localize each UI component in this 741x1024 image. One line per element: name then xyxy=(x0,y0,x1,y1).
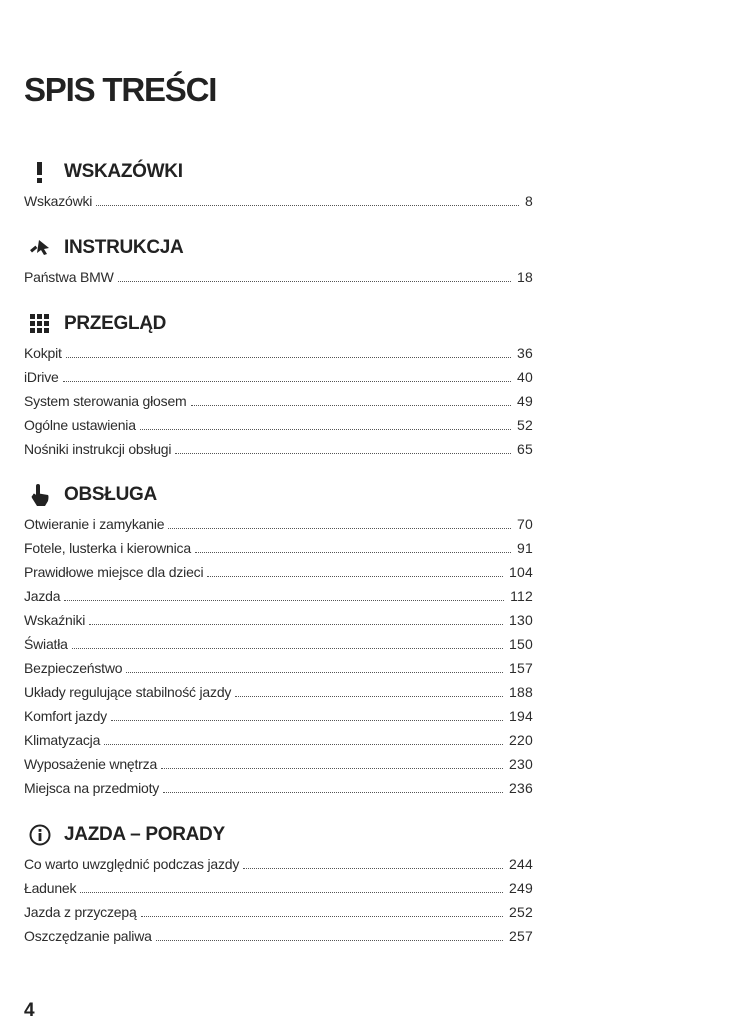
toc-entry[interactable] xyxy=(24,749,533,773)
toc-entry-label: Państwa BMW xyxy=(24,269,114,285)
toc-entry[interactable] xyxy=(24,897,533,921)
toc-entry-label: Oszczędzanie paliwa xyxy=(24,928,152,944)
toc-section-jazda-porady xyxy=(24,821,533,945)
toc-entry[interactable] xyxy=(24,921,533,945)
toc-entry-label: Komfort jazdy xyxy=(24,708,107,724)
dot-leader xyxy=(161,767,503,769)
dot-leader xyxy=(126,671,503,673)
dot-leader xyxy=(96,204,519,206)
toc-entry-label: Co warto uwzględnić podczas jazdy xyxy=(24,856,240,872)
toc-entry[interactable] xyxy=(24,557,533,581)
dot-leader xyxy=(175,452,511,454)
toc-entry-label: Fotele, lusterka i kierownica xyxy=(24,540,191,556)
toc-entry-label: Jazda z przyczepą xyxy=(24,904,137,920)
exclamation-icon xyxy=(27,160,53,184)
toc-entry-page: 52 xyxy=(517,417,533,433)
toc-entry[interactable] xyxy=(24,386,533,410)
toc-entry[interactable] xyxy=(24,186,533,210)
toc-entry-label: Wyposażenie wnętrza xyxy=(24,756,158,772)
toc-entry-page: 157 xyxy=(509,660,533,676)
dot-leader xyxy=(104,743,503,745)
toc-entry-page: 236 xyxy=(509,780,533,796)
toc-entry-page: 252 xyxy=(509,904,533,920)
page-number: 4 xyxy=(24,1000,35,1021)
section-header xyxy=(24,158,533,186)
toc-entry-page: 91 xyxy=(517,540,533,556)
dot-leader xyxy=(111,719,503,721)
toc-entry[interactable] xyxy=(24,338,533,362)
dot-leader xyxy=(64,599,504,601)
toc-entry-page: 194 xyxy=(509,708,533,724)
grid-icon xyxy=(27,312,53,336)
dot-leader xyxy=(80,891,503,893)
dot-leader xyxy=(66,356,511,358)
toc-entry-label: Nośniki instrukcji obsługi xyxy=(24,441,172,457)
toc-entry[interactable] xyxy=(24,581,533,605)
toc-entry-page: 8 xyxy=(525,193,533,209)
section-header xyxy=(24,234,533,262)
toc-entry[interactable] xyxy=(24,509,533,533)
toc-entry-label: Wskaźniki xyxy=(24,612,86,628)
page-title: SPIS TREŚCI xyxy=(24,71,217,108)
toc-entry-label: System sterowania głosem xyxy=(24,393,187,409)
dot-leader xyxy=(207,575,503,577)
toc-entry-page: 18 xyxy=(517,269,533,285)
toc-entry-page: 257 xyxy=(509,928,533,944)
dot-leader xyxy=(63,380,511,382)
toc-entry-label: iDrive xyxy=(24,369,59,385)
dot-leader xyxy=(89,623,503,625)
toc-entry[interactable] xyxy=(24,653,533,677)
toc-entry[interactable] xyxy=(24,629,533,653)
toc-entry[interactable] xyxy=(24,362,533,386)
toc-entry-page: 150 xyxy=(509,636,533,652)
toc-entry[interactable] xyxy=(24,262,533,286)
toc-entry-page: 112 xyxy=(510,588,533,604)
toc-entry-label: Światła xyxy=(24,636,68,652)
dot-leader xyxy=(163,791,503,793)
dot-leader xyxy=(235,695,503,697)
toc-entry-page: 244 xyxy=(509,856,533,872)
dot-leader xyxy=(118,280,511,282)
toc-entry[interactable] xyxy=(24,434,533,458)
dot-leader xyxy=(191,404,512,406)
info-circle-icon xyxy=(27,823,53,847)
toc-entry-page: 70 xyxy=(517,516,533,532)
toc-entry[interactable] xyxy=(24,701,533,725)
toc-entry-label: Klimatyzacja xyxy=(24,732,101,748)
toc-entry[interactable] xyxy=(24,410,533,434)
toc-entry-page: 104 xyxy=(509,564,533,580)
dot-leader xyxy=(156,939,503,941)
toc-entry-page: 40 xyxy=(517,369,533,385)
toc-entry[interactable] xyxy=(24,873,533,897)
section-title: PRZEGLĄD xyxy=(64,313,167,334)
toc-entry[interactable] xyxy=(24,677,533,701)
toc-section-przeglad xyxy=(24,310,533,458)
dot-leader xyxy=(141,915,503,917)
toc-entry-page: 220 xyxy=(509,732,533,748)
toc-entry-label: Prawidłowe miejsce dla dzieci xyxy=(24,564,204,580)
section-header xyxy=(24,310,533,338)
toc-entry-label: Miejsca na przedmioty xyxy=(24,780,160,796)
toc-entry-label: Otwieranie i zamykanie xyxy=(24,516,165,532)
pin-icon xyxy=(27,236,53,260)
toc-entry-label: Wskazówki xyxy=(24,193,93,209)
dot-leader xyxy=(168,527,511,529)
dot-leader xyxy=(140,428,511,430)
toc-entry-label: Kokpit xyxy=(24,345,62,361)
toc-entry-page: 65 xyxy=(517,441,533,457)
toc-entry-page: 188 xyxy=(509,684,533,700)
section-title: JAZDA – PORADY xyxy=(64,824,225,845)
section-title: INSTRUKCJA xyxy=(64,237,184,258)
toc-entry-label: Ładunek xyxy=(24,880,77,896)
toc-entry-page: 36 xyxy=(517,345,533,361)
dot-leader xyxy=(195,551,511,553)
toc-entry[interactable] xyxy=(24,725,533,749)
section-title: OBSŁUGA xyxy=(64,484,157,505)
toc-entry-page: 249 xyxy=(509,880,533,896)
toc-entry-page: 230 xyxy=(509,756,533,772)
toc-entry-page: 49 xyxy=(517,393,533,409)
section-header xyxy=(24,481,533,509)
dot-leader xyxy=(72,647,503,649)
toc-entry-label: Ogólne ustawienia xyxy=(24,417,136,433)
toc-entry-page: 130 xyxy=(509,612,533,628)
toc-section-instrukcja xyxy=(24,234,533,286)
section-header xyxy=(24,821,533,849)
toc-section-wskazowki xyxy=(24,158,533,210)
toc-entry-label: Układy regulujące stabilność jazdy xyxy=(24,684,232,700)
section-title: WSKAZÓWKI xyxy=(64,161,183,182)
toc-entry-label: Bezpieczeństwo xyxy=(24,660,123,676)
hand-pointer-icon xyxy=(27,483,53,507)
toc-section-obsluga xyxy=(24,481,533,797)
dot-leader xyxy=(243,867,503,869)
toc-entry[interactable] xyxy=(24,773,533,797)
toc-entry[interactable] xyxy=(24,605,533,629)
toc-entry-label: Jazda xyxy=(24,588,61,604)
toc-entry[interactable] xyxy=(24,849,533,873)
toc-entry[interactable] xyxy=(24,533,533,557)
